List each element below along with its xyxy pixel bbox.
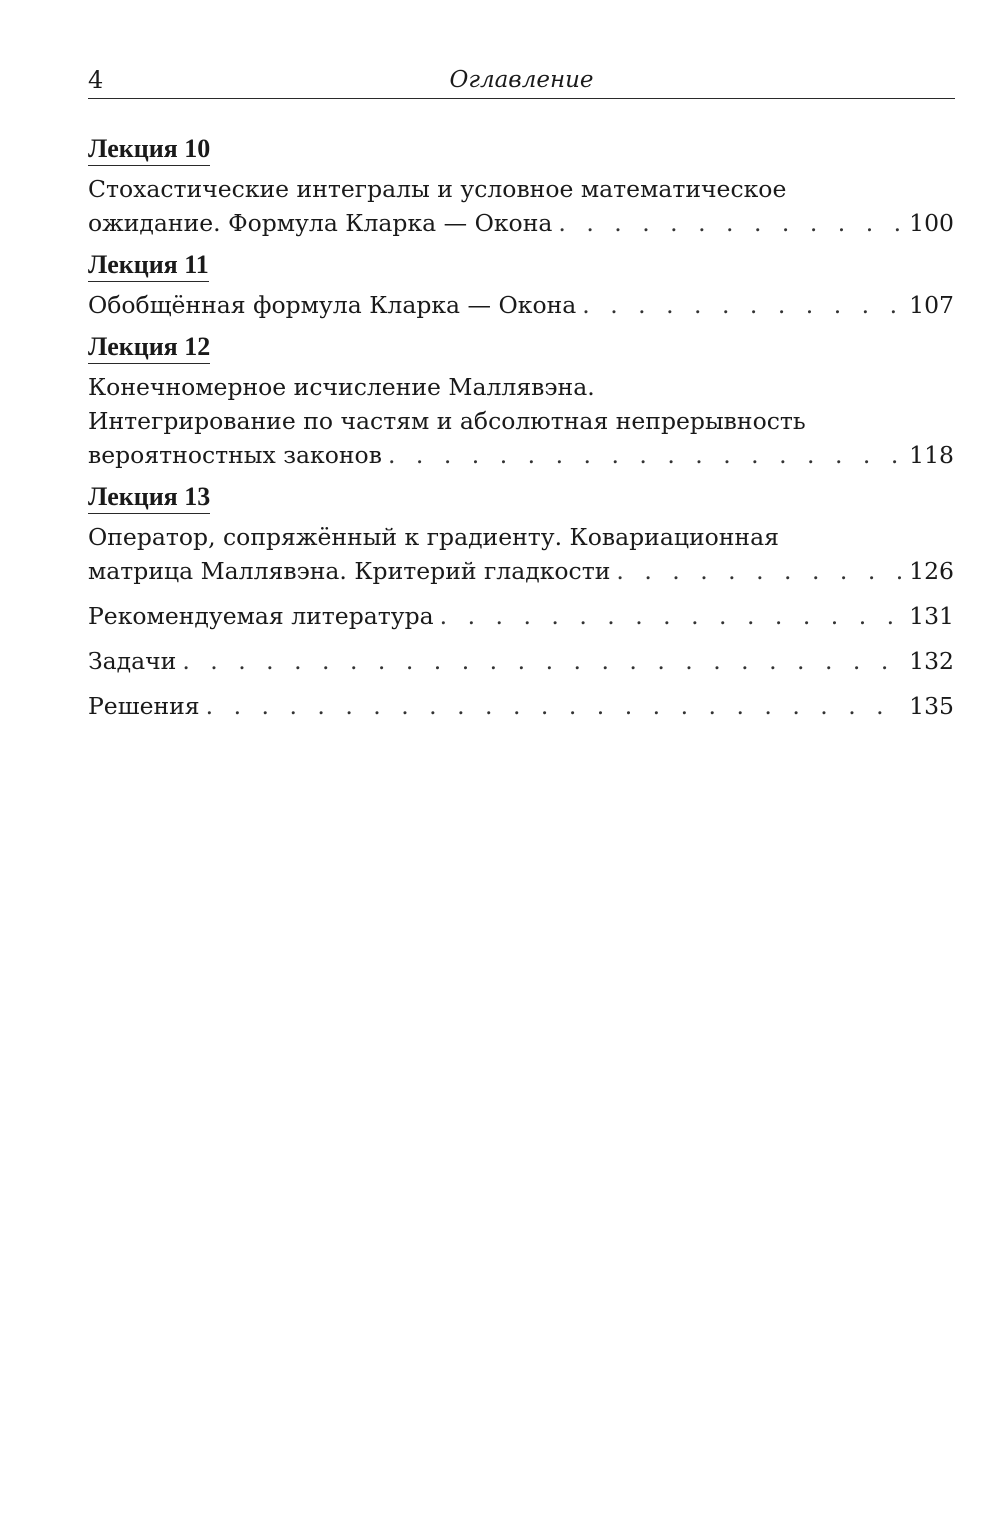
toc-section-lecture-10 (88, 134, 954, 240)
entry-line: Конечномерное исчисление Маллявэна. (88, 373, 595, 401)
toc-section-lecture-13 (88, 472, 954, 588)
entry-page-number: 118 (909, 441, 954, 469)
dot-leader (388, 438, 903, 472)
entry-line: Стохастические интегралы и условное математическое (88, 175, 787, 203)
entry-last-line (88, 644, 954, 678)
dot-leader (440, 599, 904, 633)
entry-page-number: 126 (909, 557, 954, 585)
entry-last-line (88, 288, 954, 322)
entry-title: Рекомендуемая литература (88, 602, 434, 630)
entry-last-line (88, 554, 954, 588)
entry-line: Обобщённая формула Кларка — Окона (88, 291, 577, 319)
table-of-contents (88, 134, 954, 723)
lecture-heading: Лекция 11 (88, 250, 209, 282)
toc-section-lecture-12 (88, 322, 954, 472)
entry-line: Интегрирование по частям и абсолютная непрерывность (88, 407, 806, 435)
toc-entry[interactable] (88, 288, 954, 322)
entry-page-number: 132 (909, 647, 954, 675)
entry-title: Задачи (88, 647, 177, 675)
lecture-heading: Лекция 10 (88, 134, 210, 166)
lecture-heading: Лекция 12 (88, 332, 210, 364)
entry-page-number: 100 (909, 209, 954, 237)
toc-section-lecture-11 (88, 240, 954, 322)
page-number: 4 (88, 66, 104, 94)
entry-page-number: 107 (909, 291, 954, 319)
entry-title: Решения (88, 692, 200, 720)
entry-line: вероятностных законов (88, 441, 382, 469)
dot-leader (582, 288, 903, 322)
dot-leader (616, 554, 903, 588)
toc-entry[interactable] (88, 520, 954, 588)
toc-entry[interactable] (88, 370, 954, 472)
running-head (88, 62, 955, 99)
toc-entry-solutions[interactable] (88, 689, 954, 723)
running-title: Оглавление (449, 67, 594, 93)
entry-last-line (88, 438, 954, 472)
lecture-heading: Лекция 13 (88, 482, 210, 514)
entry-page-number: 135 (909, 692, 954, 720)
toc-entry-problems[interactable] (88, 644, 954, 678)
toc-entry[interactable] (88, 172, 954, 240)
dot-leader (182, 644, 903, 678)
entry-last-line (88, 599, 954, 633)
entry-page-number: 131 (909, 602, 954, 630)
entry-last-line (88, 206, 954, 240)
toc-entry-literature[interactable] (88, 599, 954, 633)
entry-line: ожидание. Формула Кларка — Окона (88, 209, 553, 237)
entry-line: матрица Маллявэна. Критерий гладкости (88, 557, 611, 585)
dot-leader (558, 206, 903, 240)
dot-leader (206, 689, 904, 723)
entry-line: Оператор, сопряжённый к градиенту. Ковариационная (88, 523, 779, 551)
entry-last-line (88, 689, 954, 723)
